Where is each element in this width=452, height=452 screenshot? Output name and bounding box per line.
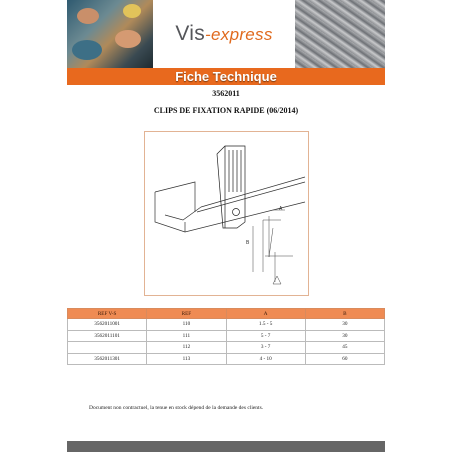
logo-area [153,0,295,68]
header-banner [67,0,385,68]
dimension-label-b: B [246,240,250,246]
table-cell: 113 [147,353,226,365]
table-cell: 1.5 - 5 [226,319,305,331]
table-cell: 60 [305,353,384,365]
table-row [68,353,385,365]
product-reference: 3562011 [212,89,240,98]
angle-profile [155,177,305,232]
vis-express-logo: Vis-express [175,22,273,45]
table-cell: 111 [147,330,226,342]
column-header-ref-vs: REF V-S [68,309,147,319]
table-cell: 3 - 7 [226,342,305,354]
table-cell: 30 [305,330,384,342]
dimension-label-a: A [279,206,283,212]
table-header-row [68,309,385,319]
column-header-ref: REF [147,309,226,319]
column-header-b: B [305,309,384,319]
table-cell: 3562011101 [68,330,147,342]
table-row [68,330,385,342]
footer-bar [67,441,385,452]
specification-table [67,308,385,365]
table-cell: 5 - 7 [226,330,305,342]
table-cell: 110 [147,319,226,331]
disclaimer-note: Document non contractuel, la tenue en stock dépend de la demande des clients. [89,405,264,411]
clip-part [217,146,245,228]
table-cell: 3562011301 [68,353,147,365]
dimension-detail [253,210,293,284]
table-row [68,319,385,331]
table-cell: 45 [305,342,384,354]
table-cell: 4 - 10 [226,353,305,365]
page-title: Fiche Technique [67,68,385,85]
clip-drawing-svg [145,132,308,295]
table-cell [68,342,147,354]
table-cell: 3562011001 [68,319,147,331]
table-cell: 30 [305,319,384,331]
table-cell: 112 [147,342,226,354]
product-title: CLIPS DE FIXATION RAPIDE (06/2014) [153,106,299,115]
tools-photo [67,0,153,68]
technical-drawing [144,131,309,296]
table-row [68,342,385,354]
column-header-a: A [226,309,305,319]
screws-photo [295,0,385,68]
